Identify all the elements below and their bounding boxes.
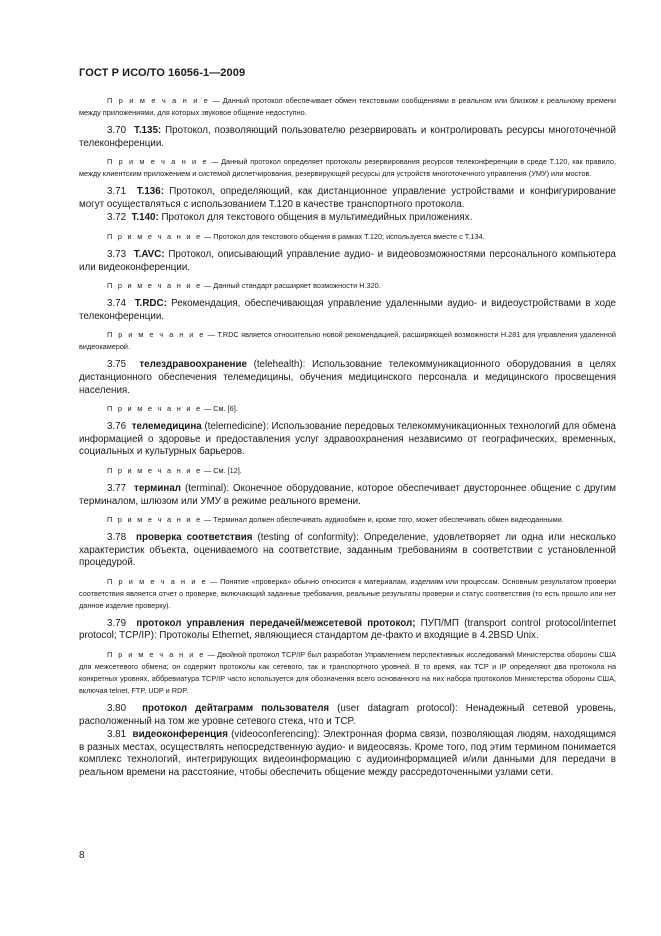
term-definition (79, 125, 616, 150)
term-definition (79, 421, 616, 459)
term-number: 3.73 (107, 248, 127, 260)
note-paragraph (79, 576, 616, 612)
term-definition (79, 359, 616, 397)
term-definition (79, 703, 616, 728)
term-text: Протокол, определяющий, как дистанционное управление устройствами и конфигурирование могут осуществляться с использованием Т.120 в качестве транспортного протокола. (79, 186, 616, 210)
term-definition (79, 532, 616, 570)
term-definition (79, 618, 616, 643)
note-paragraph (79, 329, 616, 353)
term-text: Рекомендация, обеспечивающая управление удаленными аудио- и видеоустройствами в ходе телеконференции. (79, 298, 617, 322)
term-name: видеоконференция (132, 729, 228, 741)
term-number: 3.74 (107, 298, 127, 310)
term-name: протокол управления передачей/межсетевой протокол; (136, 617, 416, 629)
note-text: — Данный протокол определяет протоколы резервирования ресурсов телеконференции в среде Т.120, как правило, между клиентским приложением и системой диспетчирования, резервирующей ресурсы для устройств многоточечного управления (УМУ) или мостов. (79, 157, 616, 179)
term-number: 3.71 (107, 186, 127, 198)
note-label: П р и м е ч а н и е (107, 281, 202, 291)
note-paragraph (79, 465, 616, 477)
note-text: — Данный протокол обеспечивает обмен текстовыми сообщениями в реальном или близком к реальному времени между приложениями, для которых звуковое общение недоступно. (79, 96, 616, 117)
note-paragraph (79, 156, 616, 180)
term-definition (79, 249, 616, 274)
note-text: — Данный стандарт расширяет возможности Н.320. (201, 281, 381, 291)
note-paragraph (79, 231, 616, 243)
note-paragraph (79, 95, 616, 119)
term-text: Протокол, позволяющий пользователю резервировать и контролировать ресурсы многоточечной телеконференции. (79, 125, 616, 149)
note-text: — Протокол для текстового общения в рамках Т.120; используется вместе с Т.134. (201, 231, 485, 241)
note-text: — Двойной протокол TCP/IP был разработан Управлением перспективных исследований Министерства обороны США для межсетевого обмена; он содержит протоколы как сетевого, так и транспортного уровней. В то время, как TCP и IP определяют два протокола на конкретных уровнях, аббревиатура TCP/IP часто используется для обозначения всего основанного на них набора протоколов Министерства обороны США, включая telnet, FTP, UDP и RDP. (79, 650, 616, 696)
term-text: (videoconferencing): Электронная форма связи, позволяющая людям, находящимся в разных местах, осуществлять непосредственную аудио- и видеосвязь. Кроме того, под этим термином понимается комплекс технологий, интегрирующих видеоинформацию с аудиоинформацией и/или данными для передачи в реальном времени на расстояние, чтобы обеспечить общение между рассредоточенными узлами сети. (79, 729, 617, 779)
term-definition (79, 483, 616, 508)
term-name: Т.140: (131, 212, 159, 224)
note-paragraph (79, 280, 616, 292)
note-paragraph (79, 649, 616, 697)
term-number: 3.70 (107, 125, 127, 136)
term-text: (terminal): Оконечное оборудование, которое обеспечивает двустороннее общение с другим терминалом, шлюзом или УМУ в режиме реального времени. (79, 482, 616, 507)
note-label: П р и м е ч а н и е (107, 96, 210, 105)
term-name: телемедицина (131, 421, 202, 433)
term-definition (79, 186, 616, 211)
term-number: 3.75 (107, 359, 127, 371)
term-number: 3.79 (107, 617, 127, 629)
note-text: — T.RDC является относительно новой рекомендацией, расширяющей возможности Н.281 для управления удаленной видеокамерой. (79, 330, 616, 352)
note-text: — Понятие «проверка» обычно относится к материалам, изделиям или процессам. Основным результатом проверки соответствия является отчет о проверке, включающий заданные требования, реальные результаты проверки и статус соответствия (то есть прошло или нет данное изделие проверку). (79, 576, 616, 610)
term-number: 3.72 (107, 212, 127, 224)
note-label: П р и м е ч а н и е (107, 650, 206, 660)
term-definition (79, 298, 616, 323)
note-label: П р и м е ч а н и е (107, 576, 208, 586)
note-paragraph (79, 403, 616, 415)
term-name: Т.136: (136, 186, 164, 198)
note-paragraph (79, 514, 616, 526)
term-number: 3.76 (107, 421, 127, 433)
term-definition (79, 212, 616, 225)
term-text: (telemedicine): Использование передовых телекоммуникационных технологий для обмена информацией о здоровье и предоставления услуг здравоохранения независимо от географических, временных, социальных и культурных барьеров. (79, 421, 616, 458)
note-label: П р и м е ч а н и е (107, 231, 202, 241)
note-label: П р и м е ч а н и е (107, 330, 206, 340)
note-text: — См. [6]. (201, 404, 238, 414)
term-name: Т.135: (133, 125, 162, 136)
page-number: 8 (79, 850, 85, 861)
document-header: ГОСТ Р ИСО/ТО 16056-1—2009 (79, 67, 246, 79)
note-label: П р и м е ч а н и е (107, 404, 202, 414)
note-label: П р и м е ч а н и е (107, 157, 209, 167)
term-name: телездравоохранение (139, 359, 247, 371)
term-number: 3.81 (107, 729, 127, 741)
term-text: (user datagram protocol): Ненадежный сетевой уровень, расположенный на том же уровне сетевого стека, что и TCP. (79, 703, 617, 727)
note-label: П р и м е ч а н и е (107, 465, 202, 475)
term-name: протокол дейтаграмм пользователя (142, 703, 330, 715)
term-text: Протокол, описывающий управление аудио- и видеовозможностями персонального компьютера или видеоконференции. (79, 248, 616, 273)
term-number: 3.80 (107, 703, 127, 715)
term-text: ПУП/МП (transport control protocol/internet protocol; TCP/IP): Протоколы Ethernet, являющиеся стандартом де-факто и входящие в 4.2BSD Unix. (79, 617, 616, 642)
note-text: — Терминал должен обеспечивать аудиообмен и, кроме того, может обеспечивать обмен видеоданными. (201, 515, 564, 525)
term-name: терминал (134, 482, 181, 494)
note-text: — См. [12]. (201, 465, 242, 475)
document-body (79, 95, 616, 786)
term-text: Протокол для текстового общения в мультимедийных приложениях. (158, 212, 473, 224)
note-label: П р и м е ч а н и е (107, 515, 202, 525)
term-name: T.RDC: (134, 298, 167, 310)
term-name: проверка соответствия (136, 532, 253, 544)
term-number: 3.78 (107, 532, 127, 544)
term-number: 3.77 (107, 482, 127, 494)
term-name: T.AVC: (133, 248, 165, 260)
term-text: (testing of conformity): Определение, удовлетворяет ли одна или несколько характеристик объекта, оцениваемого на соответствие, заданным требованиям в соответствии с установленной процедурой. (79, 532, 616, 569)
term-definition (79, 729, 616, 779)
term-text: (telehealth): Использование телекоммуникационного оборудования в целях дистанционного обеспечения телемедицины, обучения медицинского персонала и медицинского просвещения населения. (79, 359, 616, 396)
